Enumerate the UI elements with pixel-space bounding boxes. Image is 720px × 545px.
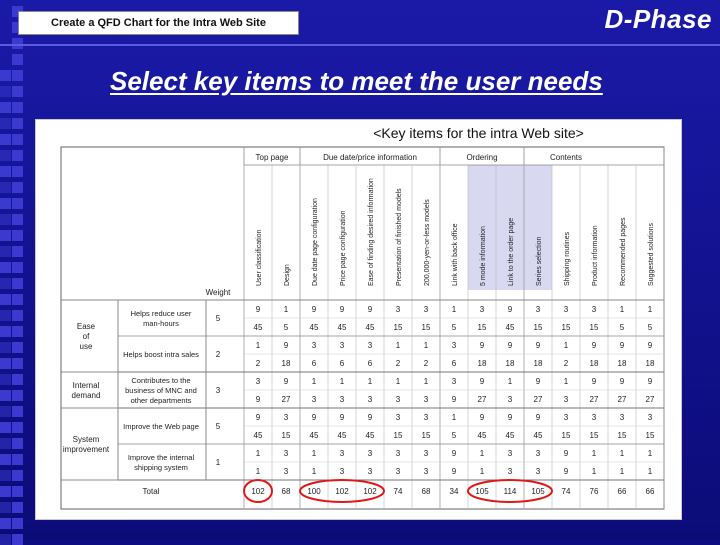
weighted-value: 3 bbox=[283, 467, 289, 476]
correlation-value: 1 bbox=[563, 377, 569, 386]
decorative-square bbox=[12, 54, 23, 65]
weighted-value: 9 bbox=[255, 395, 261, 404]
correlation-value: 3 bbox=[255, 377, 261, 386]
decorative-square bbox=[12, 278, 23, 289]
weighted-value: 45 bbox=[505, 323, 515, 332]
total-value: 74 bbox=[393, 487, 403, 496]
weighted-value: 3 bbox=[395, 395, 401, 404]
correlation-value: 1 bbox=[311, 377, 317, 386]
column-label: Price page configuration bbox=[340, 210, 347, 286]
column-label: Link to the order page bbox=[508, 217, 515, 286]
correlation-value: 3 bbox=[283, 449, 289, 458]
decorative-square bbox=[12, 166, 23, 177]
decorative-square bbox=[0, 278, 11, 289]
decorative-square bbox=[0, 470, 11, 481]
category-label: demand bbox=[71, 391, 101, 400]
column-group-label: Ordering bbox=[466, 153, 498, 162]
weighted-value: 18 bbox=[505, 359, 515, 368]
decorative-square bbox=[12, 182, 23, 193]
column-group-label: Top page bbox=[255, 153, 289, 162]
correlation-value: 9 bbox=[311, 305, 317, 314]
need-weight: 1 bbox=[215, 458, 221, 467]
decorative-square bbox=[12, 406, 23, 417]
decorative-square bbox=[0, 486, 11, 497]
weighted-value: 3 bbox=[339, 395, 345, 404]
weighted-value: 18 bbox=[477, 359, 487, 368]
decorative-square bbox=[0, 390, 11, 401]
decorative-square bbox=[0, 166, 11, 177]
weighted-value: 1 bbox=[479, 467, 485, 476]
total-value: 68 bbox=[421, 487, 431, 496]
decorative-square bbox=[0, 310, 11, 321]
weighted-value: 15 bbox=[589, 431, 599, 440]
weighted-value: 27 bbox=[477, 395, 487, 404]
correlation-value: 1 bbox=[367, 377, 373, 386]
correlation-value: 9 bbox=[647, 377, 653, 386]
category-label: of bbox=[82, 332, 90, 341]
correlation-value: 3 bbox=[311, 341, 317, 350]
correlation-value: 9 bbox=[339, 413, 345, 422]
top-rule bbox=[0, 44, 720, 46]
correlation-value: 9 bbox=[563, 449, 569, 458]
weighted-value: 5 bbox=[647, 323, 653, 332]
category-label: System bbox=[72, 435, 100, 444]
category-label: use bbox=[79, 342, 93, 351]
decorative-square bbox=[12, 102, 23, 113]
total-value: 105 bbox=[531, 487, 545, 496]
decorative-square bbox=[0, 518, 11, 529]
weighted-value: 15 bbox=[561, 431, 571, 440]
correlation-value: 3 bbox=[395, 449, 401, 458]
weighted-value: 27 bbox=[645, 395, 655, 404]
weighted-value: 2 bbox=[395, 359, 401, 368]
correlation-value: 3 bbox=[451, 377, 457, 386]
correlation-value: 3 bbox=[479, 305, 485, 314]
decorative-square bbox=[0, 422, 11, 433]
weighted-value: 45 bbox=[337, 323, 347, 332]
decorative-square bbox=[12, 310, 23, 321]
decorative-square bbox=[0, 150, 11, 161]
weighted-value: 3 bbox=[535, 467, 541, 476]
column-label: Due date page configuration bbox=[312, 198, 319, 286]
total-value: 105 bbox=[475, 487, 489, 496]
correlation-value: 1 bbox=[451, 305, 457, 314]
total-value: 100 bbox=[307, 487, 321, 496]
decorative-square bbox=[12, 454, 23, 465]
need-label: business of MNC and bbox=[125, 386, 197, 395]
decorative-square bbox=[12, 422, 23, 433]
weighted-value: 9 bbox=[563, 467, 569, 476]
correlation-value: 3 bbox=[395, 305, 401, 314]
category-label: improvement bbox=[62, 445, 110, 454]
weighted-value: 45 bbox=[365, 323, 375, 332]
column-label: Presentation of finished models bbox=[396, 188, 403, 286]
weighted-value: 9 bbox=[451, 395, 457, 404]
decorative-square bbox=[0, 198, 11, 209]
column-label: User classification bbox=[256, 229, 263, 286]
correlation-value: 9 bbox=[535, 341, 541, 350]
column-label: Series selection bbox=[536, 236, 543, 286]
correlation-value: 9 bbox=[507, 305, 513, 314]
decorative-square bbox=[0, 70, 11, 81]
correlation-value: 1 bbox=[451, 413, 457, 422]
decorative-square bbox=[0, 230, 11, 241]
decorative-square bbox=[0, 86, 11, 97]
column-label: Recommended pages bbox=[620, 217, 627, 286]
weighted-value: 5 bbox=[619, 323, 625, 332]
decorative-square bbox=[12, 118, 23, 129]
correlation-value: 3 bbox=[339, 449, 345, 458]
correlation-value: 9 bbox=[479, 377, 485, 386]
weighted-value: 15 bbox=[393, 431, 403, 440]
decorative-square bbox=[0, 358, 11, 369]
correlation-value: 1 bbox=[563, 341, 569, 350]
need-weight: 5 bbox=[215, 422, 221, 431]
correlation-value: 9 bbox=[255, 413, 261, 422]
column-label: Suggested solutions bbox=[648, 222, 655, 286]
weighted-value: 45 bbox=[477, 431, 487, 440]
total-value: 68 bbox=[281, 487, 291, 496]
total-value: 34 bbox=[449, 487, 459, 496]
total-value: 74 bbox=[561, 487, 571, 496]
correlation-value: 3 bbox=[339, 341, 345, 350]
weighted-value: 2 bbox=[563, 359, 569, 368]
decorative-square bbox=[0, 454, 11, 465]
correlation-value: 3 bbox=[591, 413, 597, 422]
weighted-value: 27 bbox=[617, 395, 627, 404]
phase-label: D-Phase bbox=[604, 4, 712, 34]
correlation-value: 3 bbox=[423, 413, 429, 422]
column-label: Design bbox=[284, 264, 291, 286]
correlation-value: 9 bbox=[255, 305, 261, 314]
correlation-value: 1 bbox=[507, 377, 513, 386]
weighted-value: 18 bbox=[645, 359, 655, 368]
correlation-value: 9 bbox=[451, 449, 457, 458]
weighted-value: 3 bbox=[367, 395, 373, 404]
correlation-value: 9 bbox=[507, 413, 513, 422]
need-weight: 2 bbox=[215, 350, 221, 359]
correlation-value: 9 bbox=[619, 377, 625, 386]
correlation-value: 3 bbox=[507, 449, 513, 458]
weighted-value: 45 bbox=[253, 323, 263, 332]
column-label: Ease of finding desired information bbox=[368, 178, 375, 286]
correlation-value: 3 bbox=[283, 413, 289, 422]
weighted-value: 6 bbox=[367, 359, 373, 368]
weighted-value: 3 bbox=[423, 395, 429, 404]
weighted-value: 45 bbox=[309, 323, 319, 332]
decorative-square bbox=[0, 214, 11, 225]
weighted-value: 2 bbox=[255, 359, 261, 368]
weighted-value: 15 bbox=[645, 431, 655, 440]
decorative-square bbox=[0, 182, 11, 193]
correlation-value: 1 bbox=[647, 305, 653, 314]
decorative-square bbox=[12, 438, 23, 449]
weighted-value: 15 bbox=[393, 323, 403, 332]
decorative-square bbox=[12, 134, 23, 145]
correlation-value: 1 bbox=[255, 449, 261, 458]
decorative-square bbox=[12, 150, 23, 161]
weighted-value: 3 bbox=[395, 467, 401, 476]
correlation-value: 3 bbox=[367, 341, 373, 350]
chart-title: <Key items for the intra Web site> bbox=[373, 125, 584, 141]
weighted-value: 3 bbox=[367, 467, 373, 476]
weighted-value: 15 bbox=[589, 323, 599, 332]
correlation-value: 9 bbox=[619, 341, 625, 350]
category-label: Ease bbox=[76, 322, 96, 331]
slide-headline: Select key items to meet the user needs bbox=[110, 66, 603, 96]
correlation-value: 9 bbox=[591, 341, 597, 350]
correlation-value: 1 bbox=[423, 341, 429, 350]
subtitle-box: Create a QFD Chart for the Intra Web Site bbox=[18, 11, 299, 35]
correlation-value: 1 bbox=[283, 305, 289, 314]
decorative-square bbox=[0, 502, 11, 513]
weighted-value: 15 bbox=[477, 323, 487, 332]
weighted-value: 3 bbox=[311, 395, 317, 404]
correlation-value: 9 bbox=[591, 377, 597, 386]
correlation-value: 9 bbox=[535, 377, 541, 386]
decorative-square bbox=[12, 326, 23, 337]
need-label: Improve the internal bbox=[127, 453, 195, 462]
correlation-value: 3 bbox=[535, 449, 541, 458]
total-label: Total bbox=[142, 487, 160, 496]
weighted-value: 18 bbox=[589, 359, 599, 368]
weighted-value: 45 bbox=[309, 431, 319, 440]
weighted-value: 18 bbox=[533, 359, 543, 368]
weighted-value: 1 bbox=[311, 467, 317, 476]
correlation-value: 1 bbox=[311, 449, 317, 458]
column-label: Shipping routines bbox=[564, 231, 571, 286]
correlation-value: 3 bbox=[367, 449, 373, 458]
correlation-value: 9 bbox=[535, 413, 541, 422]
weighted-value: 15 bbox=[281, 431, 291, 440]
correlation-value: 1 bbox=[647, 449, 653, 458]
weighted-value: 6 bbox=[311, 359, 317, 368]
column-group-label: Contents bbox=[549, 153, 583, 162]
total-value: 102 bbox=[251, 487, 265, 496]
weighted-value: 3 bbox=[423, 467, 429, 476]
correlation-value: 9 bbox=[479, 413, 485, 422]
qfd-chart-panel bbox=[36, 120, 681, 519]
need-label: man-hours bbox=[143, 319, 179, 328]
decorative-square bbox=[12, 374, 23, 385]
correlation-value: 1 bbox=[423, 377, 429, 386]
total-value: 66 bbox=[617, 487, 627, 496]
correlation-value: 3 bbox=[563, 413, 569, 422]
column-label: Product information bbox=[592, 225, 599, 286]
weighted-value: 6 bbox=[339, 359, 345, 368]
correlation-value: 9 bbox=[311, 413, 317, 422]
weighted-value: 1 bbox=[255, 467, 261, 476]
weighted-value: 2 bbox=[423, 359, 429, 368]
correlation-value: 1 bbox=[619, 305, 625, 314]
weighted-value: 9 bbox=[451, 467, 457, 476]
decorative-square bbox=[0, 134, 11, 145]
total-value: 102 bbox=[335, 487, 349, 496]
need-label: Helps reduce user bbox=[130, 309, 192, 318]
total-value: 66 bbox=[645, 487, 655, 496]
weighted-value: 15 bbox=[617, 431, 627, 440]
need-label: other departments bbox=[130, 396, 192, 405]
decorative-square bbox=[12, 486, 23, 497]
weighted-value: 1 bbox=[591, 467, 597, 476]
correlation-value: 1 bbox=[479, 449, 485, 458]
weighted-value: 15 bbox=[421, 431, 431, 440]
decorative-square bbox=[12, 86, 23, 97]
decorative-square bbox=[12, 342, 23, 353]
correlation-value: 1 bbox=[619, 449, 625, 458]
column-label: 5 mode information bbox=[480, 226, 487, 286]
weighted-value: 15 bbox=[533, 323, 543, 332]
weighted-value: 18 bbox=[617, 359, 627, 368]
decorative-square bbox=[12, 294, 23, 305]
decorative-square bbox=[12, 70, 23, 81]
correlation-value: 1 bbox=[255, 341, 261, 350]
column-group-label: Due date/price information bbox=[323, 153, 417, 162]
correlation-value: 9 bbox=[283, 341, 289, 350]
correlation-value: 3 bbox=[647, 413, 653, 422]
correlation-value: 3 bbox=[395, 413, 401, 422]
weighted-value: 3 bbox=[563, 395, 569, 404]
decorative-square bbox=[12, 358, 23, 369]
correlation-value: 9 bbox=[479, 341, 485, 350]
weighted-value: 5 bbox=[451, 431, 457, 440]
weighted-value: 45 bbox=[505, 431, 515, 440]
need-weight: 3 bbox=[215, 386, 221, 395]
weighted-value: 15 bbox=[561, 323, 571, 332]
decorative-square bbox=[12, 230, 23, 241]
qfd-table bbox=[36, 120, 681, 519]
correlation-value: 1 bbox=[339, 377, 345, 386]
decorative-square bbox=[12, 470, 23, 481]
weighted-value: 3 bbox=[339, 467, 345, 476]
correlation-value: 3 bbox=[535, 305, 541, 314]
column-label: Link with back office bbox=[452, 223, 459, 286]
weighted-value: 15 bbox=[421, 323, 431, 332]
correlation-value: 3 bbox=[591, 305, 597, 314]
correlation-value: 3 bbox=[619, 413, 625, 422]
total-value: 76 bbox=[589, 487, 599, 496]
decorative-square bbox=[12, 262, 23, 273]
decorative-square bbox=[0, 118, 11, 129]
decorative-square bbox=[12, 518, 23, 529]
weighted-value: 5 bbox=[283, 323, 289, 332]
correlation-value: 9 bbox=[367, 305, 373, 314]
weighted-value: 3 bbox=[507, 467, 513, 476]
column-label: 200,000-yen-or-less models bbox=[424, 199, 431, 286]
decorative-square bbox=[12, 390, 23, 401]
decorative-square bbox=[0, 406, 11, 417]
correlation-value: 1 bbox=[395, 377, 401, 386]
decorative-square bbox=[0, 326, 11, 337]
weighted-value: 27 bbox=[533, 395, 543, 404]
decorative-square bbox=[0, 342, 11, 353]
decorative-square bbox=[0, 374, 11, 385]
total-value: 102 bbox=[363, 487, 377, 496]
weighted-value: 45 bbox=[533, 431, 543, 440]
correlation-value: 3 bbox=[451, 341, 457, 350]
need-label: Helps boost intra sales bbox=[123, 350, 199, 359]
weighted-value: 45 bbox=[365, 431, 375, 440]
weighted-value: 6 bbox=[451, 359, 457, 368]
correlation-value: 9 bbox=[339, 305, 345, 314]
weighted-value: 18 bbox=[281, 359, 291, 368]
correlation-value: 9 bbox=[367, 413, 373, 422]
decorative-square bbox=[0, 102, 11, 113]
need-label: shipping system bbox=[134, 463, 188, 472]
correlation-value: 1 bbox=[591, 449, 597, 458]
decorative-square bbox=[12, 502, 23, 513]
correlation-value: 1 bbox=[395, 341, 401, 350]
need-label: Improve the Web page bbox=[123, 422, 199, 431]
correlation-value: 9 bbox=[647, 341, 653, 350]
decorative-square bbox=[0, 246, 11, 257]
category-label: Internal bbox=[72, 381, 100, 390]
weighted-value: 45 bbox=[253, 431, 263, 440]
correlation-value: 3 bbox=[423, 449, 429, 458]
correlation-value: 9 bbox=[507, 341, 513, 350]
decorative-square bbox=[0, 438, 11, 449]
correlation-value: 3 bbox=[423, 305, 429, 314]
decorative-square bbox=[12, 214, 23, 225]
correlation-value: 9 bbox=[283, 377, 289, 386]
decorative-square bbox=[0, 294, 11, 305]
decorative-squares bbox=[0, 0, 24, 540]
weighted-value: 1 bbox=[647, 467, 653, 476]
weighted-value: 3 bbox=[507, 395, 513, 404]
decorative-square bbox=[12, 246, 23, 257]
need-weight: 5 bbox=[215, 314, 221, 323]
weighted-value: 27 bbox=[589, 395, 599, 404]
weighted-value: 45 bbox=[337, 431, 347, 440]
decorative-square bbox=[0, 262, 11, 273]
weighted-value: 5 bbox=[451, 323, 457, 332]
weight-label: Weight bbox=[205, 288, 231, 297]
correlation-value: 3 bbox=[563, 305, 569, 314]
decorative-square bbox=[12, 198, 23, 209]
need-label: Contributes to the bbox=[131, 376, 191, 385]
weighted-value: 27 bbox=[281, 395, 291, 404]
total-value: 114 bbox=[503, 487, 517, 496]
weighted-value: 1 bbox=[619, 467, 625, 476]
